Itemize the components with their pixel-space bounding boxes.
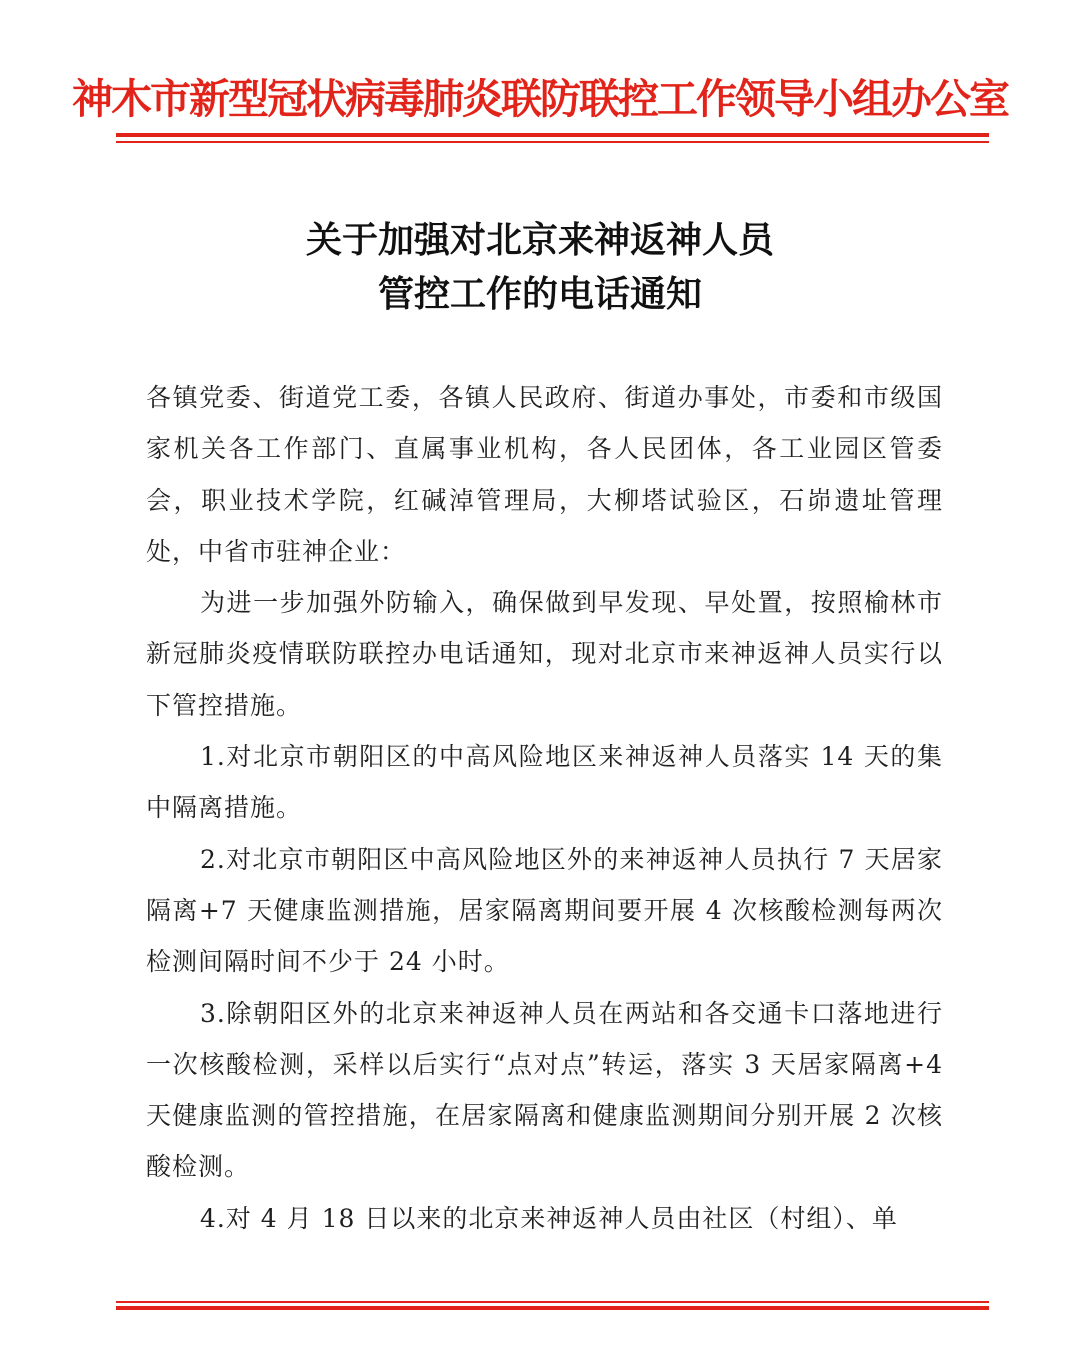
document-body bbox=[146, 372, 943, 1244]
letterhead-org-name: 神木市新型冠状病毒肺炎联防联控工作领导小组办公室 bbox=[72, 75, 1008, 123]
footer-red-rule-thick bbox=[116, 1306, 989, 1310]
letterhead-red-rule-thin bbox=[116, 141, 989, 143]
document-title-line-1: 关于加强对北京来神返神人员 bbox=[305, 219, 774, 261]
salutation-paragraph: 各镇党委、街道党工委，各镇人民政府、街道办事处，市委和市级国家机关各工作部门、直属事业机构，各人民团体，各工业园区管委会，职业技术学院，红碱淖管理局，大柳塔试验区，石峁遗址管理处，中省市驻神企业： bbox=[146, 383, 943, 566]
measure-item-4: 4.对 4 月 18 日以来的北京来神返神人员由社区（村组）、单 bbox=[200, 1203, 898, 1233]
footer-red-rule-thin bbox=[116, 1301, 989, 1303]
document-title-line-2: 管控工作的电话通知 bbox=[377, 273, 702, 315]
letterhead-red-rule-thick bbox=[116, 133, 989, 137]
measure-item-3: 3.除朝阳区外的北京来神返神人员在两站和各交通卡口落地进行一次核酸检测，采样以后实行“点对点”转运，落实 3 天居家隔离+4 天健康监测的管控措施，在居家隔离和健康监测期间分别开展 2 次核酸检测。 bbox=[146, 998, 943, 1182]
intro-paragraph: 为进一步加强外防输入，确保做到早发现、早处置，按照榆林市新冠肺炎疫情联防联控办电话通知，现对北京市来神返神人员实行以下管控措施。 bbox=[146, 588, 943, 720]
measure-item-2: 2.对北京市朝阳区中高风险地区外的来神返神人员执行 7 天居家隔离+7 天健康监测措施，居家隔离期间要开展 4 次核酸检测每两次检测间隔时间不少于 24 小时。 bbox=[146, 844, 943, 977]
measure-item-1: 1.对北京市朝阳区的中高风险地区来神返神人员落实 14 天的集中隔离措施。 bbox=[146, 742, 943, 823]
